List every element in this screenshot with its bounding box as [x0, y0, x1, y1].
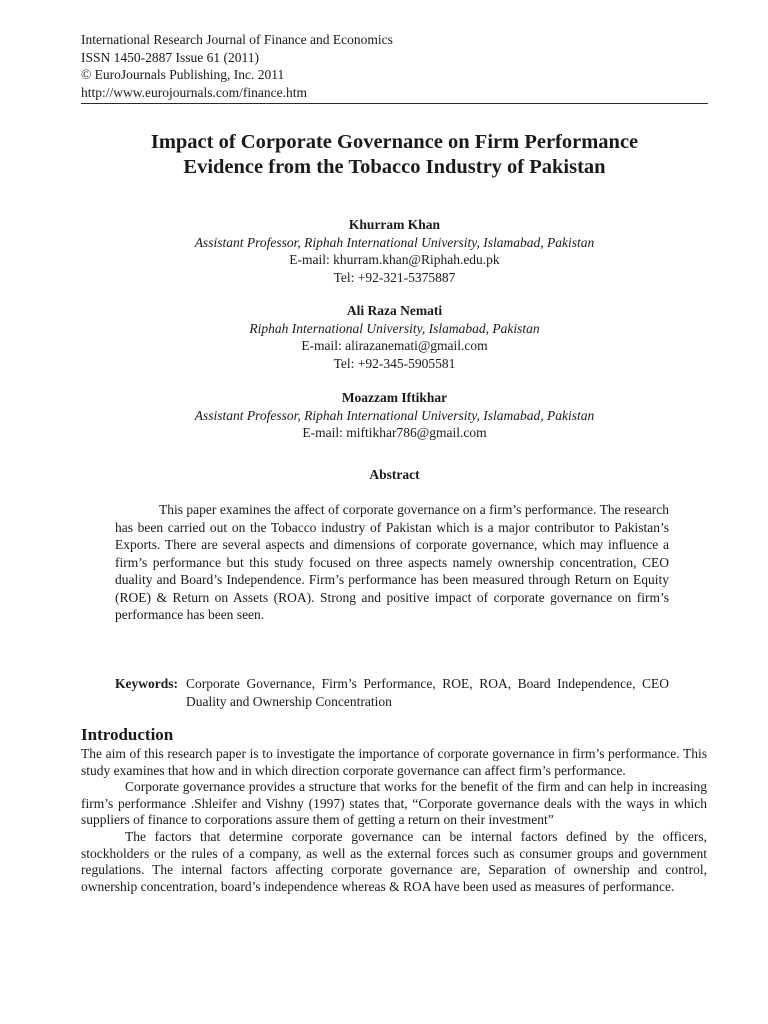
abstract-heading: Abstract	[369, 467, 420, 482]
paper-title	[81, 130, 708, 180]
author-tel: Tel: +92-345-5905581	[333, 355, 456, 371]
abstract-text: This paper examines the affect of corporate governance on a firm’s performance. The research has been carried out on the Tobacco industry of Pakistan which is a major contributor to Pakistan’s Exports. There are several aspects and dimensions of corporate governance, which may influence a firm’s performance but this study focused on three aspects namely ownership concentration, CEO duality and Board’s Independence. Firm’s performance has been measured through Return on Equity (ROE) & Return on Assets (ROA). Strong and positive impact of corporate governance on firm’s performance has been seen.	[115, 502, 669, 622]
author-tel: Tel: +92-321-5375887	[333, 269, 456, 285]
author-affiliation: Riphah International University, Islamabad, Pakistan	[249, 320, 540, 336]
author-block-1	[81, 216, 708, 286]
intro-paragraph-1: The aim of this research paper is to investigate the importance of corporate governance in firm’s performance. This study examines that how and in which direction corporate governance can affect firm’s performance.	[81, 746, 707, 778]
author-email: E-mail: miftikhar786@gmail.com	[302, 425, 487, 440]
author-block-2	[81, 302, 708, 372]
keywords	[115, 675, 669, 710]
intro-paragraph-3: The factors that determine corporate governance can be internal factors defined by the officers, stockholders or the rules of a company, as well as the external forces such as consumer groups and government regulations. The internal factors affecting corporate governance are, Separation of ownership and control, ownership concentration, board’s independence whereas & ROA have been used as measures of performance.	[81, 828, 707, 894]
keywords-text: Corporate Governance, Firm’s Performance, ROE, ROA, Board Independence, CEO Duality and Ownership Concentration	[186, 676, 669, 709]
header-divider	[81, 103, 708, 104]
introduction-body	[81, 746, 707, 895]
journal-issn: ISSN 1450-2887 Issue 61 (2011)	[81, 49, 259, 65]
journal-header	[81, 31, 393, 101]
author-name: Moazzam Iftikhar	[341, 390, 448, 405]
introduction-heading: Introduction	[81, 725, 174, 744]
author-name: Khurram Khan	[348, 217, 441, 232]
journal-copyright: © EuroJournals Publishing, Inc. 2011	[81, 67, 285, 82]
author-email: E-mail: khurram.khan@Riphah.edu.pk	[289, 252, 500, 267]
title-line-2: Evidence from the Tobacco Industry of Pakistan	[183, 156, 606, 178]
keywords-label: Keywords:	[115, 676, 178, 691]
author-email: E-mail: alirazanemati@gmail.com	[301, 338, 488, 353]
author-name: Ali Raza Nemati	[346, 303, 443, 318]
intro-paragraph-2: Corporate governance provides a structure that works for the benefit of the firm and can help in increasing firm’s performance .Shleifer and Vishny (1997) states that, “Corporate governance deals with the ways in which suppliers of finance to corporations assure them of getting a return on their investment”	[81, 779, 707, 828]
title-line-1: Impact of Corporate Governance on Firm Performance	[150, 131, 639, 153]
author-affiliation: Assistant Professor, Riphah International University, Islamabad, Pakistan	[194, 407, 595, 423]
journal-name: International Research Journal of Finance and Economics	[81, 32, 393, 47]
journal-url: http://www.eurojournals.com/finance.htm	[81, 84, 307, 100]
author-affiliation: Assistant Professor, Riphah International University, Islamabad, Pakistan	[194, 234, 595, 250]
author-block-3	[81, 389, 708, 442]
